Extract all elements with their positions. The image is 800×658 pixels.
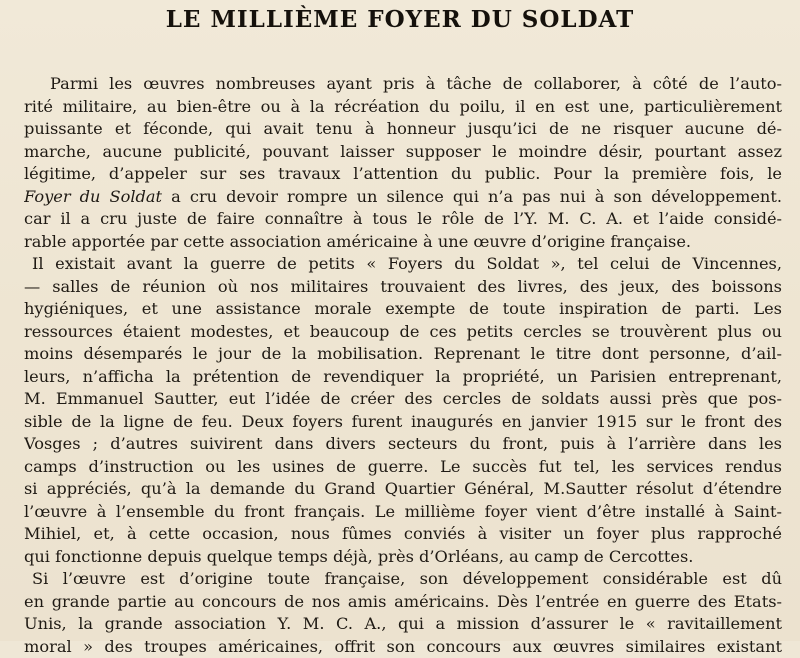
text-line: camps d’instruction ou les usines de guerre. Le succès fut tel, les services rendus	[24, 456, 782, 479]
text-line-with-italic	[24, 186, 782, 209]
italic-phrase: Foyer du Soldat	[24, 187, 162, 206]
text-line: hygiéniques, et une assistance morale exempte de toute inspiration de parti. Les	[24, 298, 782, 321]
text-line: moral » des troupes américaines, offrit son concours aux œuvres similaires existant	[24, 636, 782, 658]
text-line: Il existait avant la guerre de petits « Foyers du Soldat », tel celui de Vincennes,	[24, 253, 782, 276]
text-line: rable apportée par cette association américaine à une œuvre d’origine française.	[24, 231, 782, 254]
text-line: légitime, d’appeler sur ses travaux l’attention du public. Pour la première fois, le	[24, 163, 782, 186]
page-title: LE MILLIÈME FOYER DU SOLDAT	[0, 6, 800, 33]
article-body	[24, 73, 782, 658]
text-line: Mihiel, et, à cette occasion, nous fûmes conviés à visiter un foyer plus rapproché	[24, 523, 782, 546]
text-line: Si l’œuvre est d’origine toute française, son développement considérable est dû	[24, 568, 782, 591]
text-line: car il a cru juste de faire connaître à tous le rôle de l’Y. M. C. A. et l’aide considé-	[24, 208, 782, 231]
text-line: moins désemparés le jour de la mobilisation. Reprenant le titre dont personne, d’ail-	[24, 343, 782, 366]
text-line: l’œuvre à l’ensemble du front français. Le millième foyer vient d’être installé à Saint-	[24, 501, 782, 524]
text-fragment: a cru devoir rompre un silence qui n’a pas nui à son développement.	[171, 187, 782, 206]
text-line: marche, aucune publicité, pouvant laisser supposer le moindre désir, pourtant assez	[24, 141, 782, 164]
text-line: rité militaire, au bien-être ou à la récréation du poilu, il en est une, particulièrement	[24, 96, 782, 119]
text-line: M. Emmanuel Sautter, eut l’idée de créer des cercles de soldats aussi près que pos-	[24, 388, 782, 411]
text-line: qui fonctionne depuis quelque temps déjà, près d’Orléans, au camp de Cercottes.	[24, 546, 782, 569]
text-line: Unis, la grande association Y. M. C. A., qui a mission d’assurer le « ravitaillement	[24, 613, 782, 636]
text-line: ressources étaient modestes, et beaucoup de ces petits cercles se trouvèrent plus ou	[24, 321, 782, 344]
text-line: sible de la ligne de feu. Deux foyers furent inaugurés en janvier 1915 sur le front des	[24, 411, 782, 434]
text-line: — salles de réunion où nos militaires trouvaient des livres, des jeux, des boissons	[24, 276, 782, 299]
text-line: Vosges ; d’autres suivirent dans divers secteurs du front, puis à l’arrière dans les	[24, 433, 782, 456]
text-line: si appréciés, qu’à la demande du Grand Quartier Général, M.Sautter résolut d’étendre	[24, 478, 782, 501]
text-line: leurs, n’afficha la prétention de revendiquer la propriété, un Parisien entreprenant,	[24, 366, 782, 389]
text-line: en grande partie au concours de nos amis américains. Dès l’entrée en guerre des Etats-	[24, 591, 782, 614]
text-line: puissante et féconde, qui avait tenu à honneur jusqu’ici de ne risquer aucune dé-	[24, 118, 782, 141]
text-line: Parmi les œuvres nombreuses ayant pris à tâche de collaborer, à côté de l’auto-	[24, 73, 782, 96]
